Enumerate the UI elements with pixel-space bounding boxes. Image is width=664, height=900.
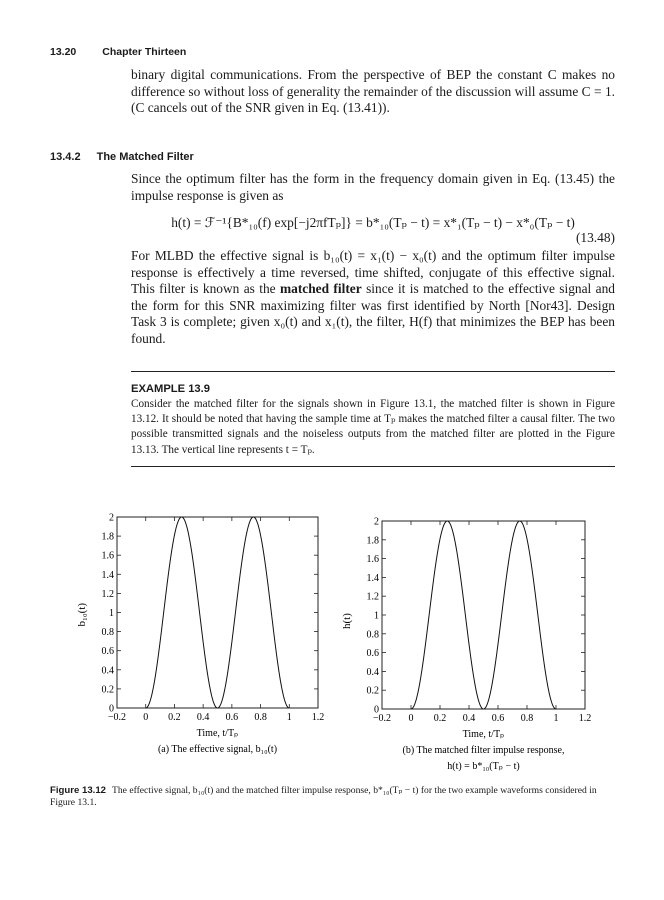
plot-a-ytick-label: 0.8	[101, 627, 114, 639]
plot-a-ytick-label: 1.6	[101, 550, 114, 562]
plot-b-xtick-label: 1	[553, 713, 559, 724]
matched-filter-plot	[325, 505, 625, 780]
plot-a-xtick-label: 0	[143, 712, 149, 723]
section-number: 13.4.2	[50, 151, 81, 163]
plot-b-xtick-label: 0.4	[462, 713, 476, 724]
plot-a-xtick-label: 0.8	[254, 712, 267, 723]
plot-b-ytick-label: 1	[374, 610, 379, 622]
plot-b-ytick-label: 0	[374, 704, 379, 716]
figure-label: Figure 13.12	[50, 785, 106, 796]
plot-a-xtick-label: 1	[286, 712, 292, 723]
plot-a-ytick-label: 1.8	[101, 531, 114, 543]
chapter-title: Chapter Thirteen	[102, 46, 187, 58]
plot-a-xtick-label: 1.2	[311, 712, 325, 723]
figure-caption-text: The effective signal, b₁₀(t) and the matched filter impulse response, b*₁₀(Tₚ − t) for the two example waveforms considered in Figure 13.1.	[50, 785, 597, 809]
paragraph-2	[131, 248, 615, 348]
paragraph-1-text: Since the optimum filter has the form in the frequency domain given in Eq. (13.45) the impulse response is given as	[131, 171, 615, 203]
page-number: 13.20	[50, 46, 77, 58]
paragraph-2-text-b: since it is matched to the effective signal and the form for this SNR maximizing filter was first identified by North [Nor43]. Design Task 3 is complete; given x₀(t) and x₁(t), the filter, H(f) that minimizes the BEP has been found.	[131, 281, 615, 346]
plot-a-ytick-label: 0	[109, 703, 114, 715]
effective-signal-curve	[146, 517, 290, 708]
plot-a-xlabel: Time, t/Tₚ	[196, 728, 239, 739]
effective-signal-plot	[40, 505, 340, 760]
plot-b-subcaption: (b) The matched filter impulse response,	[402, 745, 565, 756]
plot-b-xtick-label: 0.8	[520, 713, 534, 724]
plot-a-xtick-label: 0.6	[225, 712, 239, 723]
plot-a-subcaption: (a) The effective signal, b₁₀(t)	[157, 744, 278, 755]
plot-a-ytick-label: 0.4	[101, 665, 114, 677]
plot-b-frame	[382, 521, 585, 709]
equation-number: (13.48)	[575, 230, 615, 245]
plot-b-ytick-label: 1.2	[366, 591, 379, 603]
plot-b-xlabel: Time, t/Tₚ	[462, 729, 505, 740]
plot-a-ytick-label: 1	[109, 608, 114, 619]
plot-b-ytick-label: 0.2	[366, 685, 379, 697]
matched-filter-term: matched filter	[279, 281, 362, 297]
plot-a-ytick-label: 1.2	[101, 588, 114, 600]
plot-b-ytick-label: 2	[374, 516, 379, 528]
plot-a-ylabel: b₁₀(t)	[76, 602, 88, 627]
plot-a-ytick-label: 0.2	[101, 684, 114, 696]
plot-a-ytick-label: 1.4	[101, 569, 114, 581]
plot-b-ylabel: h(t)	[341, 613, 353, 629]
section-title: The Matched Filter	[96, 151, 194, 163]
plot-a-frame	[117, 517, 318, 708]
plot-a-ytick-label: 0.6	[101, 646, 114, 658]
plot-a-xtick-label: 0.4	[196, 712, 210, 723]
intro-text: binary digital communications. From the perspective of BEP the constant C makes no difference so without loss of generality the remainder of the discussion will assume C = 1. (C cancels out of the SNR given in Eq. (13.41)).	[131, 67, 615, 116]
plot-b-xtick-label: 1.2	[578, 713, 592, 724]
equation-body: h(t) = ℱ⁻¹{B*₁₀(f) exp[−j2πfTₚ]} = b*₁₀(Tₚ − t) = x*₁(Tₚ − t) − x*₀(Tₚ − t)	[171, 215, 575, 230]
plot-b-ytick-label: 1.4	[366, 572, 379, 584]
page-header	[50, 46, 186, 58]
plot-b-xtick-label: −0.2	[372, 713, 392, 724]
plot-b-subcaption-2: h(t) = b*₁₀(Tₚ − t)	[447, 761, 520, 772]
plot-a-xtick-label: −0.2	[107, 712, 127, 723]
paragraph-1	[131, 171, 615, 204]
figure-caption	[50, 785, 616, 810]
matched-filter-curve	[411, 521, 556, 709]
equation-13-48	[131, 215, 615, 245]
plot-b-ytick-label: 0.6	[366, 648, 379, 660]
example-text: Consider the matched filter for the signals shown in Figure 13.1, the matched filter is shown in Figure 13.12. It should be noted that having the sample time at Tₚ makes the matched filter a causal filter. The two possible transmitted signals and the noiseless outputs from the matched filter are plotted in the Figure 13.13. The vertical line represents t = Tₚ.	[131, 398, 615, 456]
intro-paragraph	[131, 67, 615, 117]
example-title: EXAMPLE 13.9	[131, 383, 210, 395]
plot-b-xtick-label: 0	[408, 713, 414, 724]
plot-b-ytick-label: 1.8	[366, 535, 379, 547]
plot-b-ytick-label: 0.8	[366, 629, 379, 641]
plot-b-ytick-label: 0.4	[366, 666, 379, 678]
plot-a-ytick-label: 2	[109, 512, 114, 524]
plot-b-xtick-label: 0.6	[491, 713, 505, 724]
paragraph-2-text-a: For MLBD the effective signal is b₁₀(t) = x₁(t) − x₀(t) and the optimum filter impulse response is effectively a time reversed, time shifted, conjugate of this effective signal. This filter is known as the	[131, 248, 615, 297]
plot-b-ytick-label: 1.6	[366, 554, 379, 566]
example-box	[131, 371, 615, 467]
plot-b-xtick-label: 0.2	[433, 713, 447, 724]
plot-a-xtick-label: 0.2	[168, 712, 181, 723]
section-heading	[50, 151, 194, 163]
